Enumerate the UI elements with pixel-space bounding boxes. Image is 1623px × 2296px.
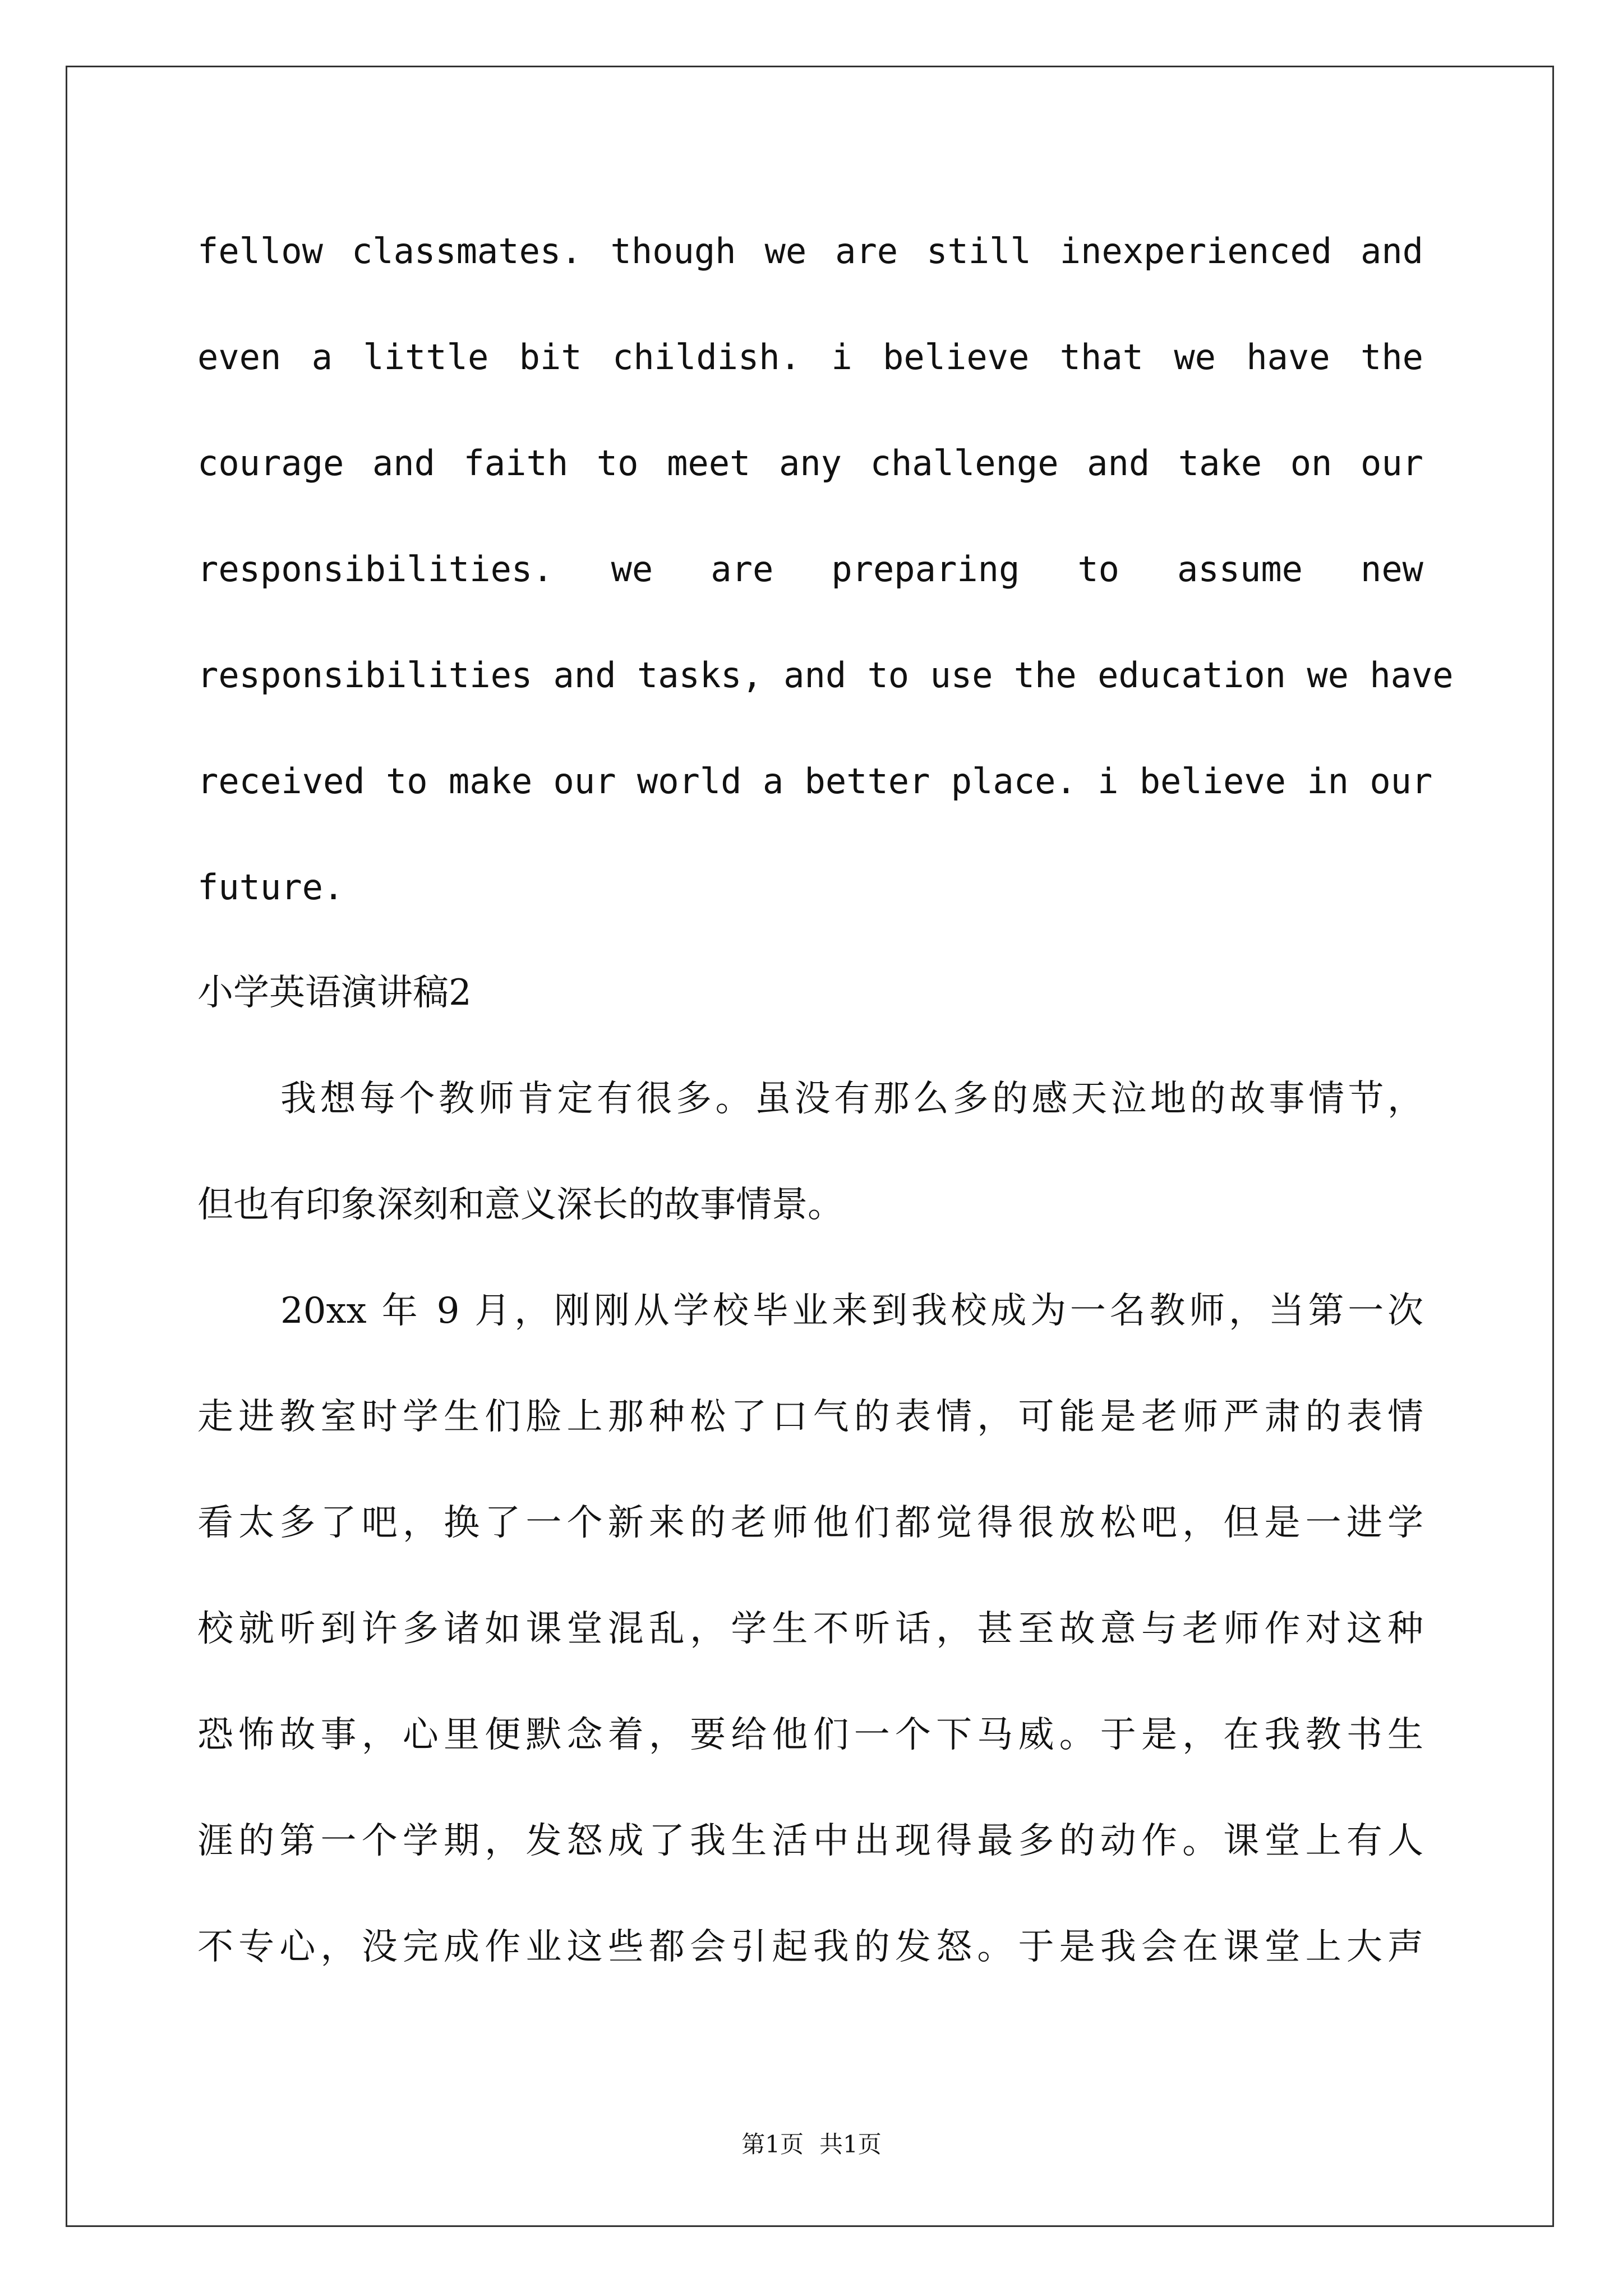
text-line: responsibilities. we are preparing to assume new — [197, 549, 1423, 590]
text-line: 我想每个教师肯定有很多。虽没有那么多的感天泣地的故事情节， — [280, 1078, 1423, 1120]
text-line: 校就听到许多诸如课堂混乱，学生不听话，甚至故意与老师作对这种 — [197, 1608, 1423, 1650]
page-footer — [0, 2126, 1623, 2160]
section-heading: 小学英语演讲稿2 — [197, 972, 472, 1014]
text-line: 走进教室时学生们脸上那种松了口气的表情，可能是老师严肃的表情 — [197, 1396, 1423, 1438]
text-line: 涯的第一个学期，发怒成了我生活中出现得最多的动作。课堂上有人 — [197, 1820, 1423, 1862]
text-line: courage and faith to meet any challenge and take on our — [197, 443, 1423, 484]
page-number: 第1页 — [741, 2131, 804, 2158]
document-body — [197, 198, 1454, 2000]
text-line: fellow classmates. though we are still inexperienced and — [197, 231, 1423, 272]
text-line: 不专心，没完成作业这些都会引起我的发怒。于是我会在课堂上大声 — [197, 1926, 1423, 1968]
text-line: responsibilities and tasks, and to use the education we have — [197, 655, 1454, 696]
text-line: even a little bit childish. i believe that we have the — [197, 337, 1423, 378]
text-line: 20xx 年 9 月，刚刚从学校毕业来到我校成为一名教师，当第一次 — [280, 1290, 1423, 1332]
text-line: 看太多了吧，换了一个新来的老师他们都觉得很放松吧，但是一进学 — [197, 1502, 1423, 1544]
text-line: received to make our world a better place. i believe in our — [197, 761, 1433, 802]
text-line: 恐怖故事，心里便默念着，要给他们一个下马威。于是，在我教书生 — [197, 1714, 1423, 1756]
text-line: future. — [197, 867, 344, 908]
text-line: 但也有印象深刻和意义深长的故事情景。 — [197, 1184, 843, 1226]
page-total: 共1页 — [819, 2131, 882, 2158]
